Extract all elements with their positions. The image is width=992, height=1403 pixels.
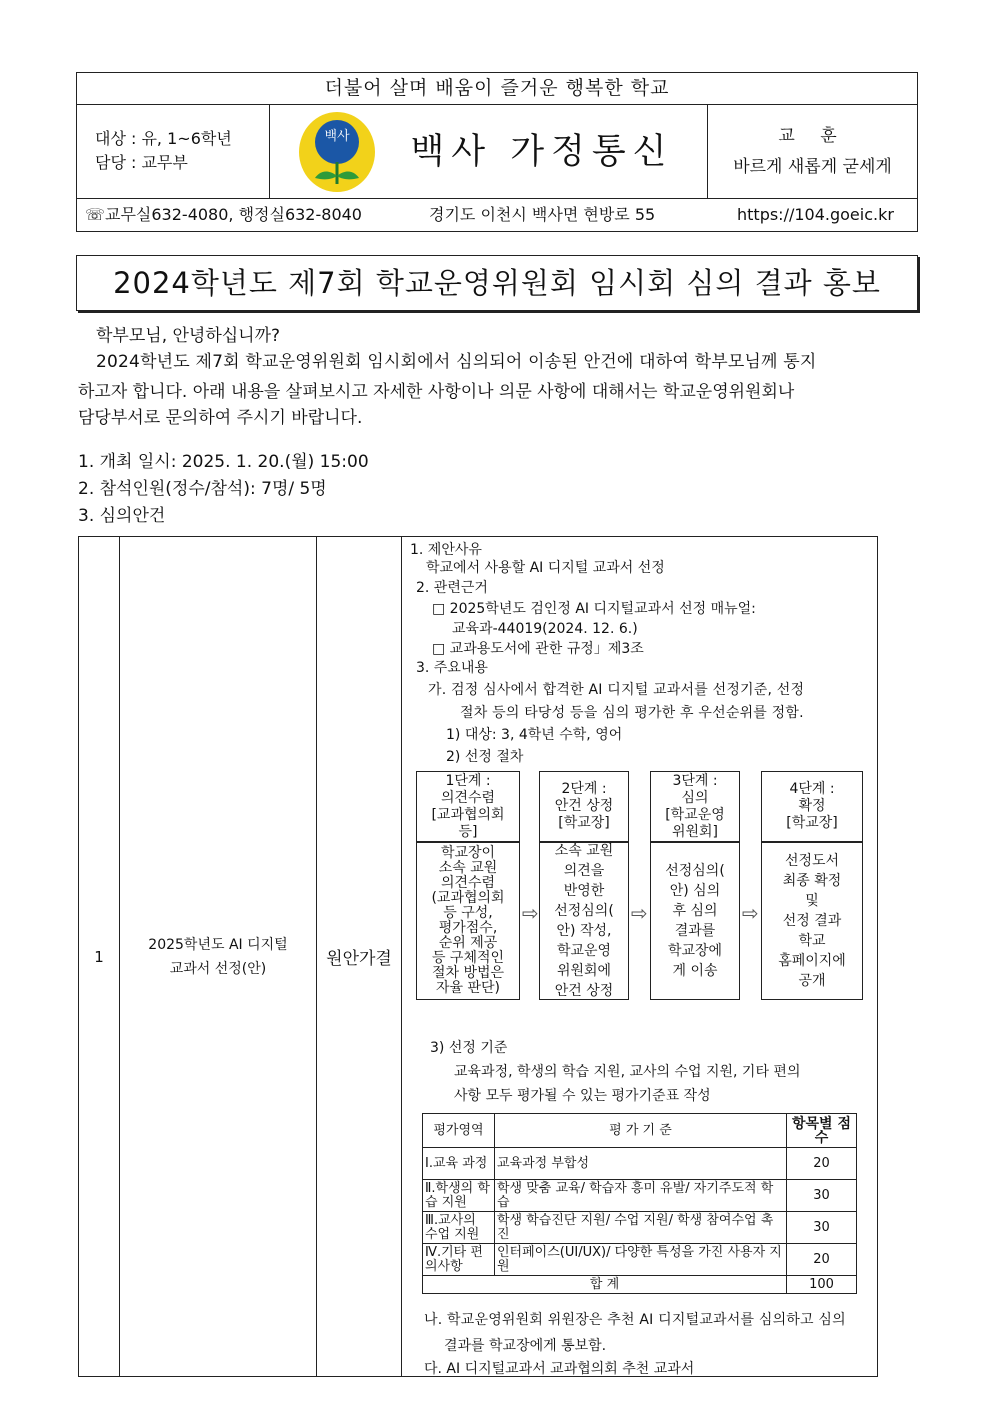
stage-body-line: 선정심의( (665, 863, 725, 879)
stage-body-line: 자율 판단) (435, 980, 500, 996)
stage-head-line: [학교장] (558, 815, 610, 831)
target-info (77, 105, 270, 199)
stage-body-line: 안건 상정 (554, 983, 614, 999)
criteria-area: Ⅳ.기타 편의사항 (423, 1244, 495, 1276)
criteria-total-row (423, 1276, 857, 1294)
content-line: 1. 제안사유 (410, 542, 482, 558)
content-line: 교육과-44019(2024. 12. 6.) (452, 621, 638, 637)
criteria-area: Ⅰ.교육 과정 (423, 1148, 495, 1180)
intro-line: 담당부서로 문의하여 주시기 바랍니다. (78, 408, 363, 428)
stage-head-line: 안건 상정 (554, 798, 614, 814)
school-motto-box (707, 105, 917, 199)
criteria-score: 30 (787, 1212, 857, 1244)
criteria-header: 평가영역 (423, 1114, 495, 1148)
criteria-text: 학생 학습진단 지원/ 수업 지원/ 학생 참여수업 촉진 (495, 1212, 787, 1244)
stage-body-line: 후 심의 (672, 903, 718, 919)
stage-body-line: 안) 심의 (669, 883, 721, 899)
criteria-score: 20 (787, 1244, 857, 1276)
stage-body-line: 절차 방법은 (431, 965, 505, 981)
stage-body-line: 학교운영 (556, 943, 612, 959)
letterhead-middle (77, 105, 917, 199)
criteria-text: 인터페이스(UI/UX)/ 다양한 특성을 가진 사용자 지원 (495, 1244, 787, 1276)
criteria-table (422, 1113, 857, 1294)
school-logo (297, 110, 377, 194)
stage-body-line: 등 구성, (443, 905, 493, 921)
content-line: 절차 등의 타당성 등을 심의 평가한 후 우선순위를 정함. (460, 705, 804, 721)
stage-head-line: [학교장] (786, 815, 838, 831)
stage-body-line: 반영한 (563, 883, 605, 899)
criteria-text: 학생 맞춤 교육/ 학습자 흥미 유발/ 자기주도적 학습 (495, 1180, 787, 1212)
criteria-row (423, 1244, 857, 1276)
stage-head-line: 4단계 : (789, 781, 835, 797)
stage-body-line: 학교 (798, 933, 826, 949)
website-link[interactable]: https://104.goeic.kr (737, 205, 894, 224)
criteria-total-score: 100 (787, 1276, 857, 1294)
tail-line: 나. 학교운영위원회 위원장은 추천 AI 디지털교과서를 심의하고 심의 (424, 1312, 846, 1328)
agenda-no: 1 (79, 537, 120, 1377)
agenda-name-line: 2025학년도 AI 디지털 (148, 936, 288, 953)
school-motto: 바르게 새롭게 굳세게 (733, 157, 892, 177)
criteria-row (423, 1148, 857, 1180)
stage-head-line: 3단계 : (672, 772, 718, 789)
stage-body-line: (교과협의회 (431, 890, 505, 906)
stage-head-1 (416, 771, 520, 842)
right-arrow-icon: ⇨ (742, 901, 759, 925)
stage-body-line: 위원회에 (556, 963, 612, 979)
stage-body-line: 학교장에 (667, 943, 723, 959)
criteria-score: 30 (787, 1180, 857, 1212)
criteria-row (423, 1180, 857, 1212)
stage-body-3 (650, 842, 740, 1000)
stage-body-line: 소속 교원 (438, 860, 498, 876)
stage-head-line: 확정 (798, 798, 826, 814)
agenda-name-line: 교과서 선정(안) (169, 960, 267, 977)
agenda-detail (402, 537, 878, 1375)
logo-text: 백사 (324, 129, 350, 144)
stage-body-line: 및 (805, 893, 819, 909)
content-line: 1) 대상: 3, 4학년 수학, 영어 (446, 727, 623, 743)
intro-line: 2024학년도 제7회 학교운영위원회 임시회에서 심의되어 이송된 안건에 대하여 학부모님께 통지 (96, 352, 817, 372)
stage-body-4 (761, 842, 863, 1000)
meeting-date: 1. 개최 일시: 2025. 1. 20.(월) 15:00 (78, 452, 369, 472)
stage-body-line: 홈페이지에 (778, 953, 846, 969)
stage-head-line: 1단계 : (445, 772, 491, 789)
stage-body-line: 소속 교원 (554, 843, 614, 859)
newsletter-title: 백사 가정통신 (410, 132, 674, 172)
letterhead (76, 72, 918, 232)
right-arrow-icon: ⇨ (522, 901, 539, 925)
stage-body-line: 공개 (798, 973, 826, 989)
criteria-desc: 교육과정, 학생의 학습 지원, 교사의 수업 지원, 기타 편의 (454, 1064, 801, 1080)
stage-body-line: 최종 확정 (782, 873, 842, 889)
phone-text: ☏교무실632-4080, 행정실632-8040 (85, 205, 362, 224)
content-line: 가. 검정 심사에서 합격한 AI 디지털 교과서를 선정기준, 선정 (428, 682, 805, 698)
content-line: 학교에서 사용할 AI 디지털 교과서 선정 (426, 560, 665, 576)
school-slogan: 더불어 살며 배움이 즐거운 행복한 학교 (77, 73, 917, 105)
attendance: 2. 참석인원(정수/참석): 7명/ 5명 (78, 479, 327, 499)
stage-body-line: 안) 작성, (556, 923, 612, 939)
content-line: □ 2025학년도 검인정 AI 디지털교과서 선정 매뉴얼: (432, 601, 756, 617)
charge-text: 담당 : 교무부 (95, 153, 188, 172)
contact-row (77, 199, 917, 231)
document-title: 2024학년도 제7회 학교운영위원회 임시회 심의 결과 홍보 (76, 255, 918, 311)
stage-head-3 (650, 771, 740, 842)
stage-body-1 (416, 842, 520, 1000)
stage-body-line: 등 구체적인 (431, 950, 505, 966)
content-line: 2) 선정 절차 (446, 749, 524, 765)
motto-label: 교 훈 (778, 126, 847, 146)
tail-line: 결과를 학교장에게 통보함. (444, 1338, 607, 1354)
criteria-header-row (423, 1114, 857, 1148)
content-line: 2. 관련근거 (416, 580, 488, 596)
stage-body-line: 선정도서 (784, 853, 840, 869)
stage-body-line: 평가점수, (438, 920, 498, 936)
stage-body-line: 순위 제공 (438, 935, 498, 951)
stage-head-line: 심의 (681, 789, 709, 806)
stage-body-line: 의견수렴 (440, 875, 496, 891)
agenda-result: 원안가결 (317, 537, 402, 1377)
criteria-title: 3) 선정 기준 (430, 1040, 508, 1056)
criteria-header: 항목별 점수 (787, 1114, 857, 1148)
agenda-heading: 3. 심의안건 (78, 506, 166, 526)
criteria-score: 20 (787, 1148, 857, 1180)
stage-head-line: 의견수렴 (440, 789, 496, 806)
agenda-name (120, 537, 317, 1377)
criteria-desc: 사항 모두 평가될 수 있는 평가기준표 작성 (454, 1088, 711, 1104)
target-text: 대상 : 유, 1~6학년 (95, 129, 232, 148)
stage-body-line: 의견을 (563, 863, 605, 879)
stage-head-line: 등] (458, 823, 478, 840)
stage-head-line: 위원회] (671, 823, 719, 840)
criteria-area: Ⅱ.학생의 학습 지원 (423, 1180, 495, 1212)
criteria-row (423, 1212, 857, 1244)
criteria-area: Ⅲ.교사의 수업 지원 (423, 1212, 495, 1244)
criteria-total-label: 합 계 (423, 1276, 787, 1294)
content-line: □ 교과용도서에 관한 규정」제3조 (432, 641, 644, 657)
tail-line: 다. AI 디지털교과서 교과협의회 추천 교과서 (424, 1361, 695, 1377)
greeting: 학부모님, 안녕하십니까? (96, 326, 281, 346)
stage-head-2 (539, 771, 629, 842)
stage-body-2 (539, 842, 629, 1000)
stage-body-line: 게 이송 (672, 963, 718, 979)
stage-body-line: 결과를 (674, 923, 716, 939)
address-text: 경기도 이천시 백사면 현방로 55 (429, 205, 656, 224)
stage-body-line: 학교장이 (440, 845, 496, 861)
right-arrow-icon: ⇨ (631, 901, 648, 925)
stage-head-line: 2단계 : (561, 781, 607, 797)
stage-head-4 (761, 771, 863, 842)
content-line: 3. 주요내용 (416, 660, 488, 676)
criteria-header: 평 가 기 준 (495, 1114, 787, 1148)
stage-head-line: [학교운영 (665, 806, 725, 823)
stage-body-line: 선정 결과 (782, 913, 842, 929)
intro-line: 하고자 합니다. 아래 내용을 살펴보시고 자세한 사항이나 의문 사항에 대해서는 학교운영위원회나 (78, 382, 795, 402)
stage-body-line: 선정심의( (554, 903, 614, 919)
criteria-text: 교육과정 부합성 (495, 1148, 787, 1180)
stage-head-line: [교과협의회 (431, 806, 505, 823)
